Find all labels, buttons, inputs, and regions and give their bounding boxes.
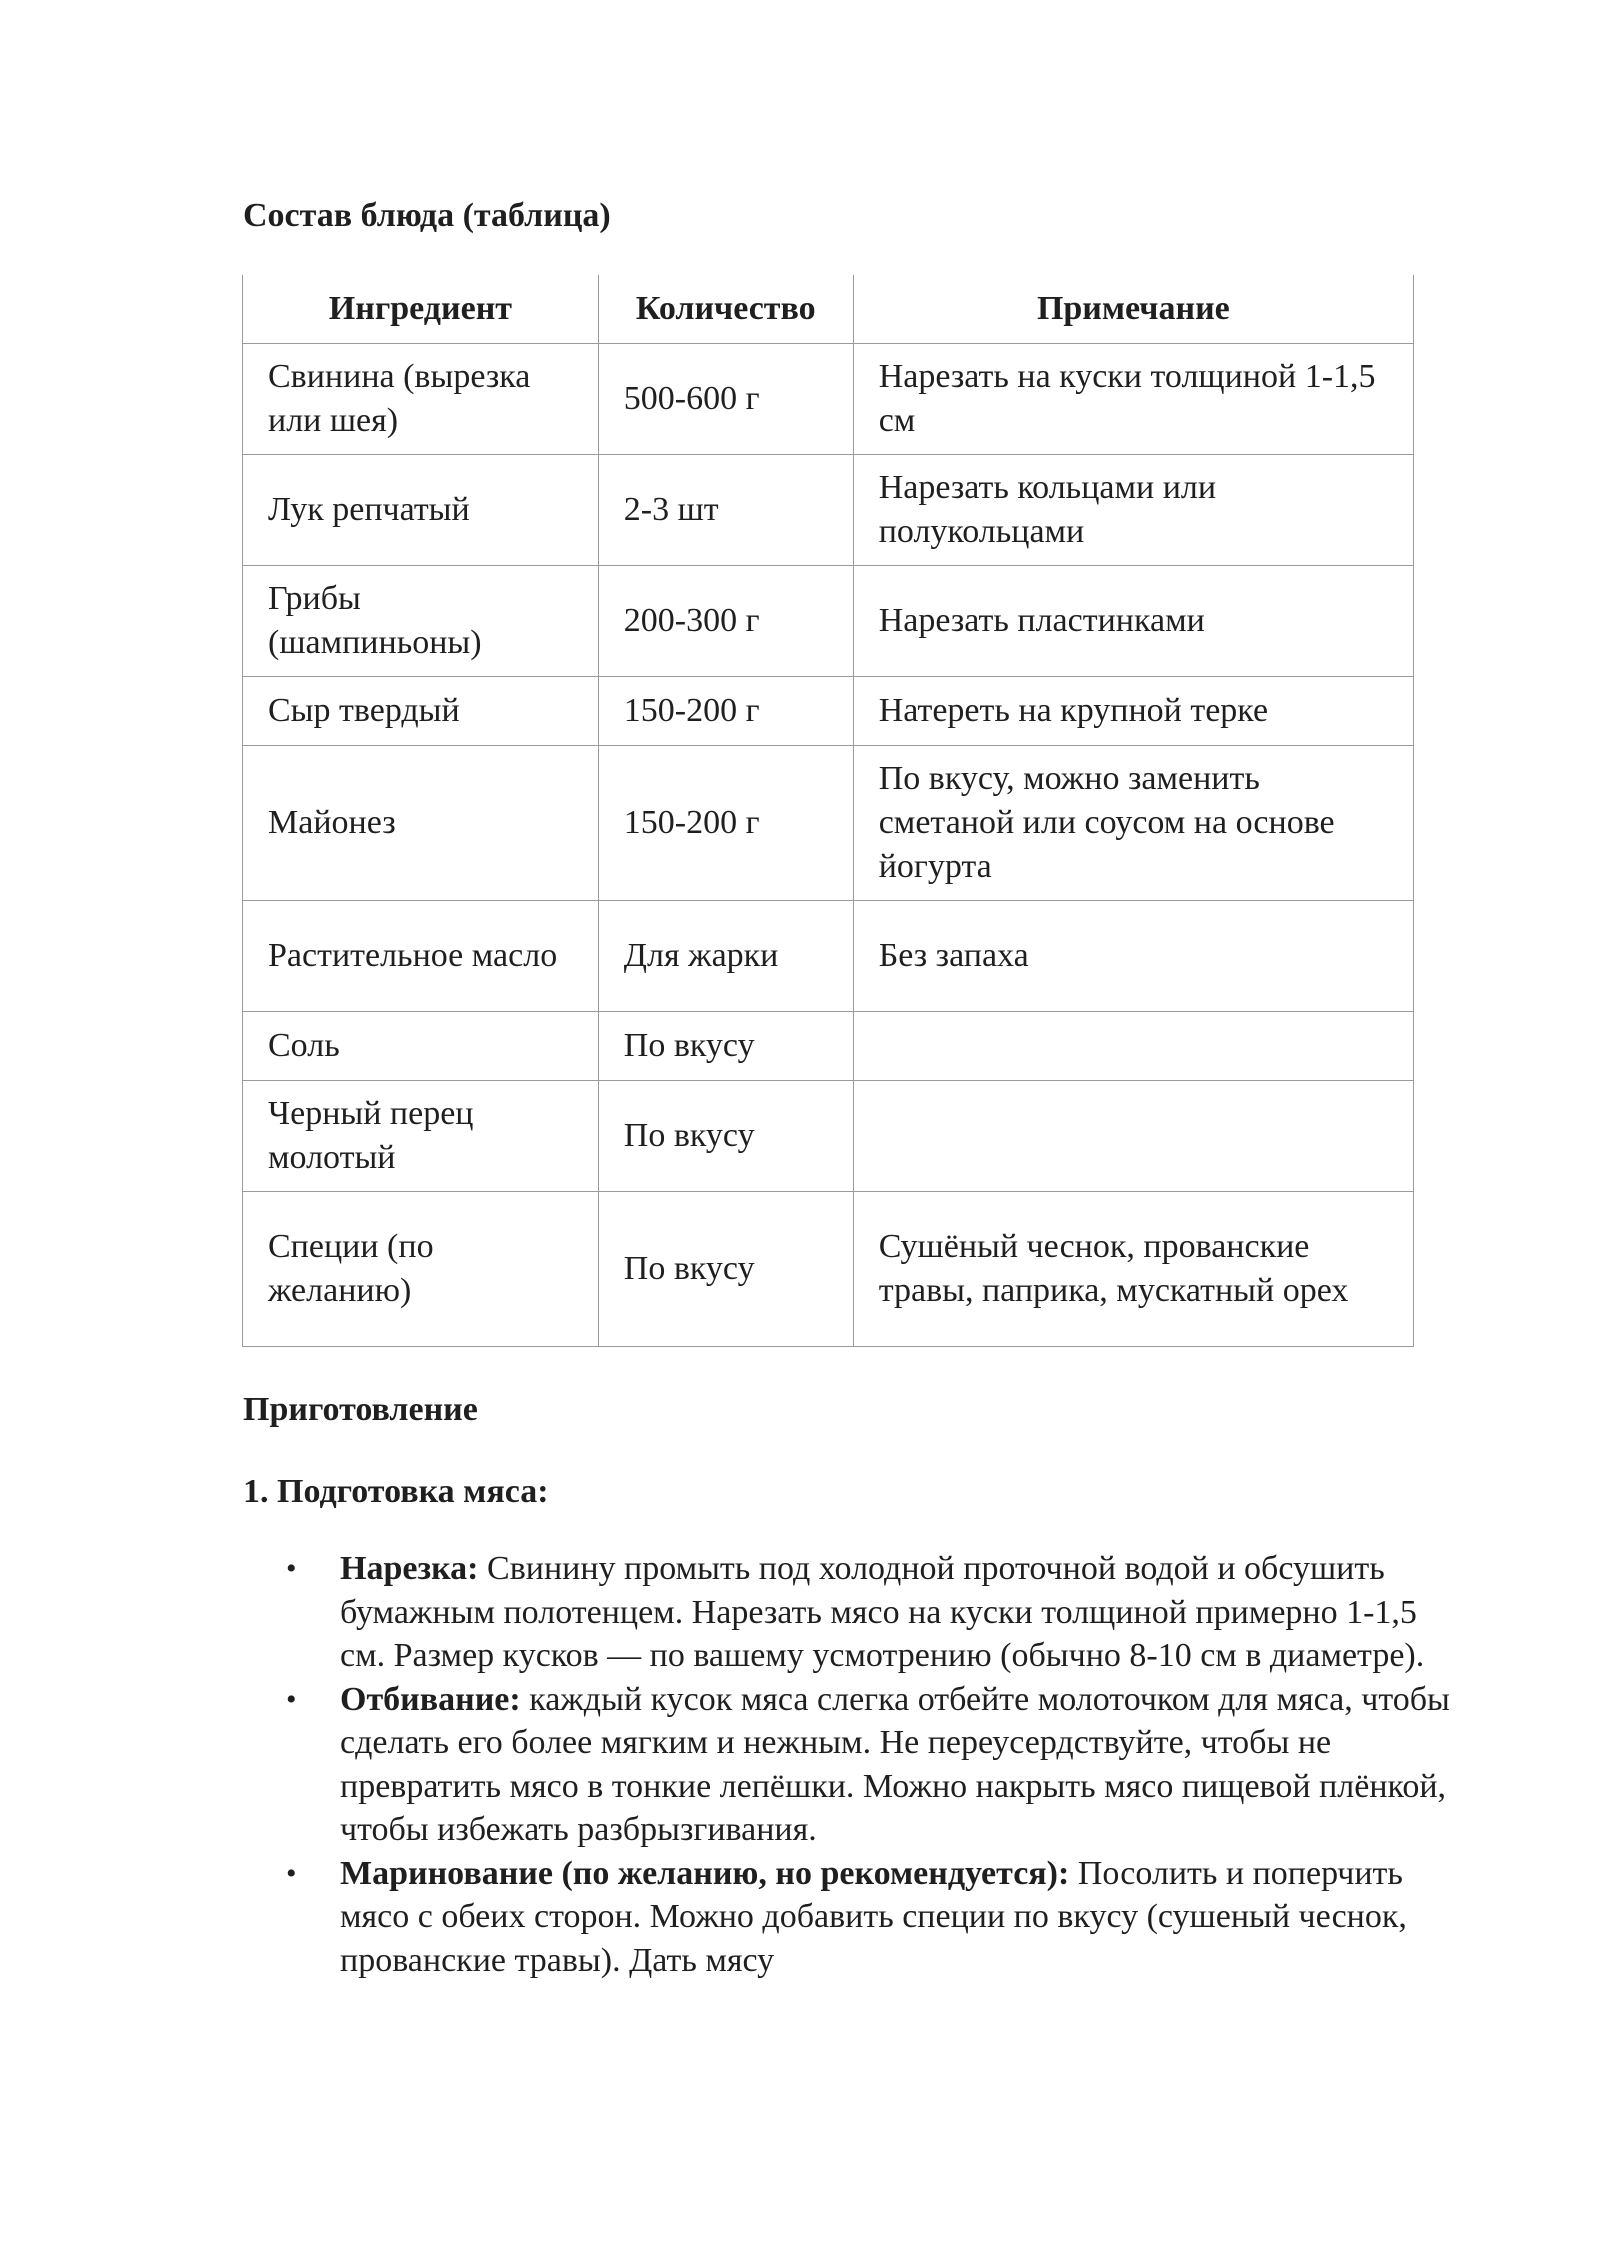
- amount-cell: По вкусу: [598, 1081, 853, 1192]
- bullet-icon: •: [286, 1682, 297, 1716]
- table-row: [243, 1192, 1414, 1347]
- note-cell: Нарезать кольцами или полукольцами: [853, 455, 1413, 566]
- bullet-icon: •: [286, 1552, 297, 1585]
- amount-cell: 200-300 г: [598, 566, 853, 677]
- item-text: Свинину промыть под холодной проточной водой и обсушить бумажным полотенцем. Нарезать мясо на куски толщиной примерно 1-1,5 см. Размер кусков — по вашему усмотрению (обычно 8-10 см в диаметре).: [340, 1550, 1425, 1674]
- table-header-note: Примечание: [853, 275, 1413, 344]
- ingredient-cell: Специи (по желанию): [243, 1192, 599, 1347]
- table-row: [243, 677, 1414, 746]
- table-row: [243, 746, 1414, 901]
- table-row: [243, 1081, 1414, 1192]
- table-header-row: [243, 275, 1414, 344]
- note-cell: Нарезать на куски толщиной 1-1,5 см: [853, 344, 1413, 455]
- amount-cell: По вкусу: [598, 1192, 853, 1347]
- list-item: [286, 1852, 1470, 1983]
- ingredient-cell: Майонез: [243, 746, 599, 901]
- ingredient-cell: Грибы (шампиньоны): [243, 566, 599, 677]
- item-label: Отбивание:: [340, 1680, 521, 1718]
- table-row: [243, 566, 1414, 677]
- amount-cell: По вкусу: [598, 1012, 853, 1081]
- ingredient-cell: Соль: [243, 1012, 599, 1081]
- ingredient-cell: Лук репчатый: [243, 455, 599, 566]
- table-header-amount: Количество: [598, 275, 853, 344]
- document-title: Состав блюда (таблица): [243, 197, 611, 234]
- table-row: [243, 1012, 1414, 1081]
- amount-cell: 150-200 г: [598, 677, 853, 746]
- ingredient-cell: Растительное масло: [243, 901, 599, 1012]
- ingredient-cell: Черный перец молотый: [243, 1081, 599, 1192]
- item-label: Маринование (по желанию, но рекомендуется):: [340, 1854, 1070, 1892]
- preparation-title: Приготовление: [243, 1391, 478, 1428]
- table-header-ingredient: Ингредиент: [243, 275, 599, 344]
- table-row: [243, 901, 1414, 1012]
- item-text: каждый кусок мяса слегка отбейте молоточком для мяса, чтобы сделать его более мягким и нежным. Не переусердствуйте, чтобы не превратить мясо в тонкие лепёшки. Можно накрыть мясо пищевой плёнкой, чтобы избежать разбрызгивания.: [340, 1680, 1450, 1848]
- bullet-icon: •: [286, 1856, 297, 1890]
- amount-cell: Для жарки: [598, 901, 853, 1012]
- item-label: Нарезка:: [340, 1550, 479, 1587]
- amount-cell: 2-3 шт: [598, 455, 853, 566]
- ingredient-cell: Свинина (вырезка или шея): [243, 344, 599, 455]
- ingredients-table: [242, 275, 1414, 1347]
- note-cell: Натереть на крупной терке: [853, 677, 1413, 746]
- note-cell: [853, 1081, 1413, 1192]
- amount-cell: 500-600 г: [598, 344, 853, 455]
- note-cell: Без запаха: [853, 901, 1413, 1012]
- note-cell: Сушёный чеснок, прованские травы, паприка, мускатный орех: [853, 1192, 1413, 1347]
- list-item: [286, 1678, 1470, 1852]
- item-text: Посолить и поперчить мясо с обеих сторон. Можно добавить специи по вкусу (сушеный чеснок, прованские травы). Дать мясу: [340, 1854, 1407, 1979]
- table-row: [243, 344, 1414, 455]
- note-cell: Нарезать пластинками: [853, 566, 1413, 677]
- ingredient-cell: Сыр твердый: [243, 677, 599, 746]
- step-1-list: [243, 1547, 1470, 1982]
- note-cell: По вкусу, можно заменить сметаной или соусом на основе йогурта: [853, 746, 1413, 901]
- step-1-title: 1. Подготовка мяса:: [243, 1473, 549, 1510]
- list-item: [286, 1547, 1470, 1678]
- note-cell: [853, 1012, 1413, 1081]
- table-row: [243, 455, 1414, 566]
- amount-cell: 150-200 г: [598, 746, 853, 901]
